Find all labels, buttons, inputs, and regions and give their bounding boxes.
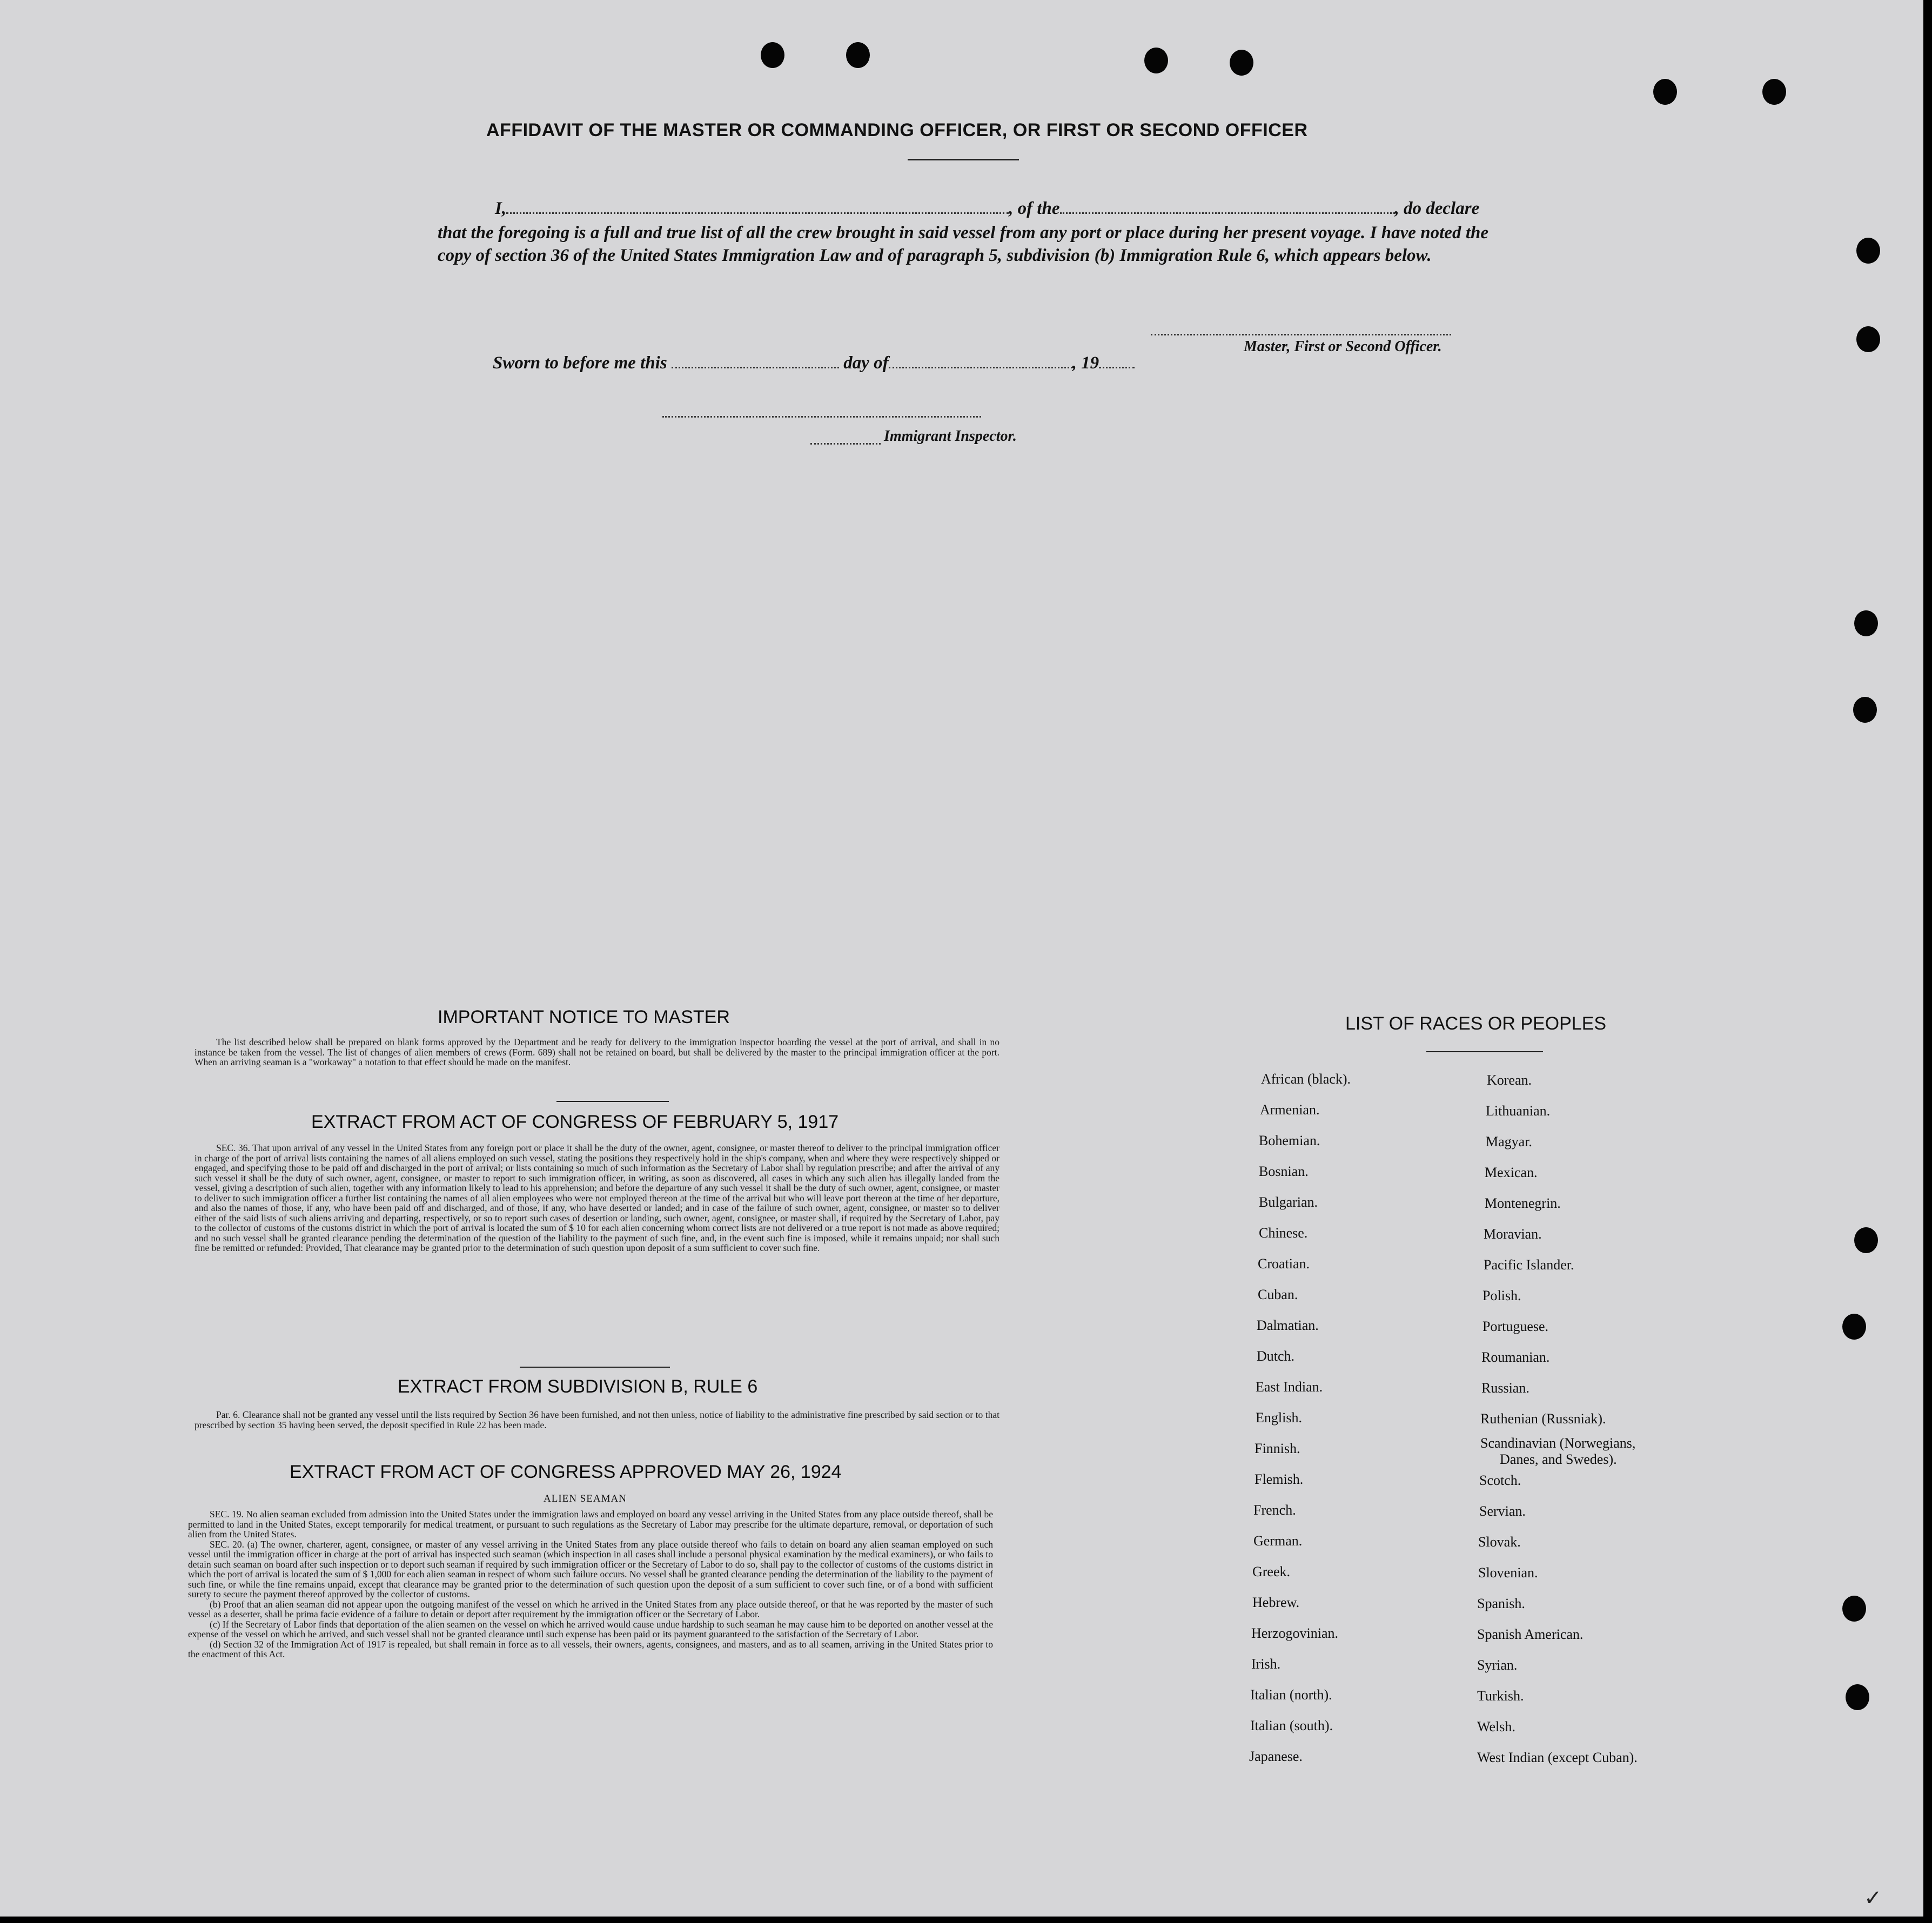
inspector-signature-line-short[interactable] <box>810 443 881 445</box>
race-item: Hebrew. <box>1252 1595 1300 1610</box>
punch-hole-5 <box>1653 79 1677 105</box>
race-item: Danes, and Swedes). <box>1500 1451 1617 1467</box>
punch-hole-14 <box>1846 1684 1869 1710</box>
declaration-line <box>495 199 1479 219</box>
race-item: German. <box>1253 1533 1303 1549</box>
race-item: Montenegrin. <box>1485 1195 1561 1211</box>
subdivision-b-title: EXTRACT FROM SUBDIVISION B, RULE 6 <box>398 1376 758 1397</box>
inspector-caption: Immigrant Inspector. <box>884 428 1017 445</box>
race-item: Bulgarian. <box>1259 1194 1318 1210</box>
notice-body <box>194 1037 999 1067</box>
race-item: Lithuanian. <box>1486 1103 1551 1119</box>
check-mark: ✓ <box>1864 1886 1882 1910</box>
extract-1924-title: EXTRACT FROM ACT OF CONGRESS APPROVED MAY 26, 1924 <box>290 1462 842 1482</box>
sworn-prefix: Sworn to before me this <box>493 353 667 373</box>
declarant-label: I, <box>495 199 507 218</box>
race-item: Mexican. <box>1485 1165 1538 1180</box>
race-item: Turkish. <box>1477 1688 1524 1704</box>
race-item: Cuban. <box>1258 1287 1298 1302</box>
punch-hole-9 <box>1854 610 1878 636</box>
section-36-paragraph: SEC. 36. That upon arrival of any vessel in the United States from any foreign port or place it shall be the duty of the owner, agent, consignee, or master thereof to deliver to the principal immigration officer in charge of the port of arrival lists containing the names of all aliens employed on such vessel, stating the positions they respectively hold in the ship's company, when and where they were respectively shipped or engaged, and specifying those to be paid off and discharged in the port of arrival; or lists containing so much of such information as the Secretary of Labor shall by regulation prescribe; and after the arrival of any such vessel it shall be the duty of such owner, agent, consignee, or master to report to such immigration officer, in writing, as soon as discovered, all cases in which any such alien has illegally landed from the vessel, giving a description of such alien, together with any information likely to lead to his apprehension; and before the departure of any such vessel it shall be the duty of such owner, agent, consignee, or master to deliver to such immigration officer a further list containing the names of all alien employees who were not employed thereon at the time of the arrival but who will leave port thereon at the time of her departure, and also the names of those, if any, who have been paid off and discharged, and of those, if any, who have deserted or landed; and in case of the failure of such owner, agent, consignee, or master so to deliver either of the said lists of such aliens arriving and departing, respectively, or so to report such cases of desertion or landing, such owner, agent, consignee, or master shall, if required by the Secretary of Labor, pay to the collector of customs of the customs district in which the port of arrival is located the sum of $ 10 for each alien concerning whom correct lists are not delivered or a true report is not made as above required; and no such vessel shall be granted clearance pending the determination of the question of the liability to the payment of such fine, and, in the event such fine is imposed, while it remains unpaid; nor shall such fine be remitted or refunded: Provided, That clearance may be granted prior to the determination of such question upon deposit of a sum sufficient to cover such fine. <box>194 1142 999 1253</box>
affidavit-title: AFFIDAVIT OF THE MASTER OR COMMANDING OFFICER, OR FIRST OR SECOND OFFICER <box>486 120 1308 140</box>
race-item: French. <box>1253 1502 1296 1518</box>
race-item: Italian (south). <box>1250 1718 1333 1733</box>
sec-20b-paragraph: (b) Proof that an alien seaman did not appear upon the outgoing manifest of the vessel on which he arrived in the United States from any place outside thereof, or that he was reported by the master of such vessel as a deserter, shall be prima facie evidence of a failure to detain or deport after requirement by the immigration officer or the Secretary of Labor. <box>188 1598 993 1619</box>
race-item: Chinese. <box>1259 1225 1308 1241</box>
race-item: Irish. <box>1251 1656 1281 1672</box>
race-item: Moravian. <box>1484 1226 1542 1242</box>
sec-20d-paragraph: (d) Section 32 of the Immigration Act of 1917 is repealed, but shall remain in force as to all vessels, their owners, agents, consignees, and masters, and as to all seamen, arriving in the United States prior to the enactment of this Act. <box>188 1638 993 1659</box>
race-item: Roumanian. <box>1481 1349 1550 1365</box>
race-item: Greek. <box>1252 1564 1291 1579</box>
race-item: Pacific Islander. <box>1484 1257 1574 1273</box>
notice-paragraph: The list described below shall be prepared on blank forms approved by the Department and be ready for delivery to the immigration inspector boarding the vessel at the port of arrival, and shall in no instance be taken from the vessel. The list of changes of alien members of crews (Form. 689) shall not be retained on board, but shall be delivered by the master to the principal immigration officer at the port. When an arriving seaman is a "workaway" a notation to that effect should be made on the manifest. <box>194 1037 999 1067</box>
race-item: Bosnian. <box>1259 1164 1309 1179</box>
extract-1924-body <box>188 1509 993 1659</box>
race-item: Russian. <box>1481 1380 1530 1396</box>
race-item: Polish. <box>1482 1288 1521 1303</box>
race-item: Japanese. <box>1249 1749 1303 1764</box>
punch-hole-1 <box>761 42 784 68</box>
race-item: West Indian (except Cuban). <box>1477 1750 1638 1765</box>
race-item: Ruthenian (Russniak). <box>1480 1411 1606 1427</box>
race-item: East Indian. <box>1256 1379 1323 1395</box>
sworn-day-blank[interactable] <box>672 365 839 368</box>
race-item: Korean. <box>1487 1072 1532 1088</box>
race-item: Scotch. <box>1479 1472 1521 1488</box>
race-item: English. <box>1256 1410 1302 1426</box>
title-divider <box>908 159 1019 160</box>
race-item: Bohemian. <box>1259 1133 1320 1148</box>
sworn-year-label: , 19 <box>1072 353 1099 373</box>
extract-1917-body <box>194 1143 999 1253</box>
race-item: Welsh. <box>1477 1719 1515 1734</box>
race-item: Slovak. <box>1478 1534 1521 1550</box>
punch-hole-10 <box>1853 697 1877 723</box>
race-item: Finnish. <box>1255 1441 1300 1456</box>
sworn-year-blank[interactable] <box>1099 365 1135 368</box>
race-item: Servian. <box>1479 1503 1526 1519</box>
sec-20c-paragraph: (c) If the Secretary of Labor finds that deportation of the alien seamen on the vessel on which he arrived would cause undue hardship to such seaman he may cause him to be deported on another vessel at the expense of the vessel on which he arrived, and such vessel shall not be granted clearance until such expense has been paid or its payment guaranteed to the satisfaction of the Secretary of Labor. <box>188 1618 993 1639</box>
race-item: Dalmatian. <box>1257 1317 1319 1333</box>
race-item: Dutch. <box>1257 1348 1295 1364</box>
race-item: Italian (north). <box>1250 1687 1332 1703</box>
race-item: Slovenian. <box>1478 1565 1538 1581</box>
notice-divider <box>556 1101 669 1102</box>
race-item: Spanish American. <box>1477 1626 1584 1642</box>
affidavit-statement: that the foregoing is a full and true list of all the crew brought in said vessel from any port or place during her present voyage. I have noted the copy of section 36 of the United States Immigration Law and of paragraph 5, subdivision (b) Immigration Rule 6, which appears below. <box>438 223 1488 265</box>
paragraph-6: Par. 6. Clearance shall not be granted any vessel until the lists required by Section 36 have been furnished, and not then unless, notice of liability to the administrative fine prescribed by said section or to that prescribed by section 35 having been served, the deposit specified in Rule 22 has been made. <box>194 1409 999 1430</box>
race-item: Croatian. <box>1258 1256 1310 1272</box>
punch-hole-13 <box>1842 1596 1866 1622</box>
punch-hole-12 <box>1842 1314 1866 1340</box>
subdivision-b-body <box>194 1410 999 1430</box>
race-item: Syrian. <box>1477 1657 1518 1673</box>
sworn-month-blank[interactable] <box>889 365 1072 368</box>
race-item: Spanish. <box>1477 1596 1525 1611</box>
of-the-label: , of the <box>1009 199 1060 218</box>
races-list-title: LIST OF RACES OR PEOPLES <box>1345 1013 1607 1034</box>
master-signature-caption: Master, First or Second Officer. <box>1244 338 1442 355</box>
race-item: Herzogovinian. <box>1251 1625 1339 1641</box>
inspector-signature-line[interactable] <box>662 416 981 418</box>
sec-20a-paragraph: SEC. 20. (a) The owner, charterer, agent, consignee, or master of any vessel arriving in the United States from any place outside thereof who fails to detain on board any alien seaman employed on such vessel until the immigration officer in charge at the port of arrival has inspected such seaman (which inspection in all cases shall include a personal physical examination by the medical examiners), or who fails to detain such seaman on board after such inspection or to deport such seaman if required by such immigration officer or the Secretary of Labor to do so, shall pay to the collector of customs of the customs district in which the port of arrival is located the sum of $ 1,000 for each alien seaman in respect of whom such failure occurs. No vessel shall be granted clearance pending the determination of the liability to the payment of such fine, or while the fine remains unpaid, except that clearance may be granted prior to the determination of such question upon the deposit of a sum sufficient to cover such fine, or of a bond with sufficient surety to secure the payment thereof approved by the collector of customs. <box>188 1538 993 1599</box>
extract-1917-divider <box>520 1367 670 1368</box>
punch-hole-11 <box>1854 1227 1878 1253</box>
race-item: African (black). <box>1261 1071 1351 1087</box>
race-item: Scandinavian (Norwegians, <box>1480 1435 1636 1451</box>
punch-hole-4 <box>1230 50 1253 76</box>
sworn-day-label: day of <box>843 353 889 373</box>
race-item: Armenian. <box>1260 1102 1320 1118</box>
alien-seaman-subtitle: ALIEN SEAMAN <box>544 1493 627 1504</box>
races-title-divider <box>1426 1051 1543 1052</box>
extract-1917-title: EXTRACT FROM ACT OF CONGRESS OF FEBRUARY 5, 1917 <box>311 1112 839 1132</box>
race-item: Portuguese. <box>1482 1319 1549 1334</box>
race-item: Flemish. <box>1255 1471 1304 1487</box>
vessel-blank[interactable] <box>1060 210 1395 214</box>
sec-19-paragraph: SEC. 19. No alien seaman excluded from admission into the United States under the immigration laws and employed on board any vessel arriving in the United States from any place outside thereof, shall be permitted to land in the United States, except temporarily for medical treatment, or pursuant to such regulations as the Secretary of Labor may prescribe for the ultimate departure, removal, or deportation of such alien from the United States. <box>188 1509 993 1539</box>
punch-hole-8 <box>1856 326 1880 352</box>
punch-hole-7 <box>1856 238 1880 264</box>
punch-hole-2 <box>846 42 870 68</box>
name-blank[interactable] <box>506 210 1009 214</box>
punch-hole-6 <box>1762 79 1786 105</box>
do-declare-label: , do declare <box>1394 199 1480 218</box>
notice-title: IMPORTANT NOTICE TO MASTER <box>438 1007 730 1027</box>
sworn-line <box>493 353 1135 373</box>
punch-hole-3 <box>1144 48 1168 73</box>
race-item: Magyar. <box>1486 1134 1532 1149</box>
master-signature-line[interactable] <box>1151 334 1451 335</box>
